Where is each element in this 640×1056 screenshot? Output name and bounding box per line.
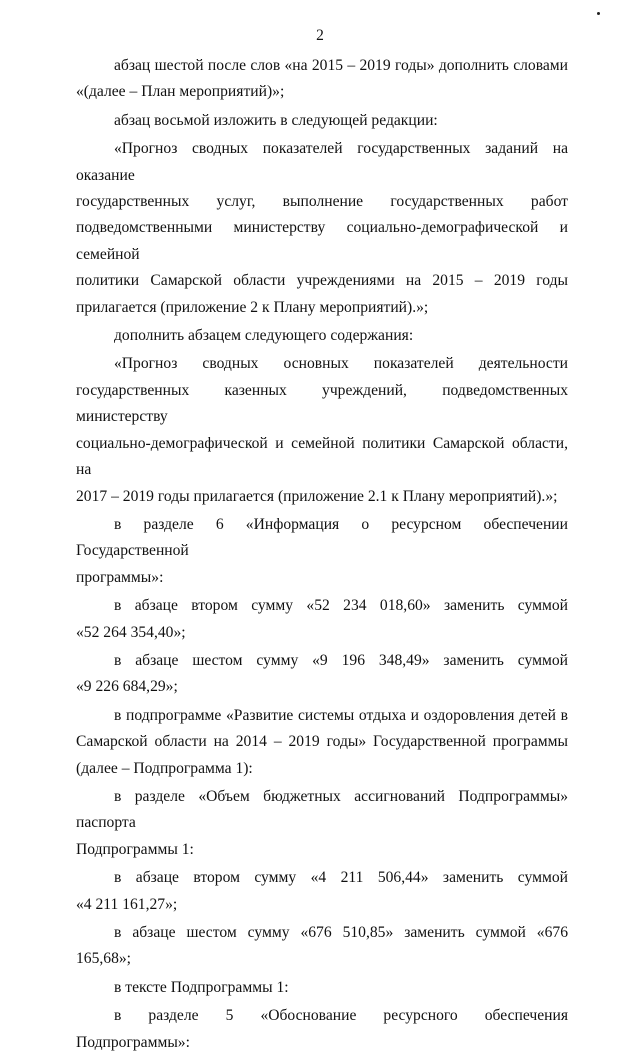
paragraph-line: государственных услуг, выполнение государственных работ: [76, 193, 568, 211]
paragraph-line: в тексте Подпрограммы 1:: [114, 978, 289, 996]
paragraph-line: абзац восьмой изложить в следующей редакции:: [114, 111, 438, 129]
paragraph-line: в абзаце втором сумму «52 234 018,60» заменить суммой: [114, 597, 568, 615]
paragraph-line: абзац шестой после слов «на 2015 – 2019 годы» дополнить словами: [114, 57, 568, 74]
paragraph-line: (далее – Подпрограмма 1):: [76, 759, 253, 777]
paragraph-line: в абзаце втором сумму «4 211 506,44» заменить суммой: [114, 869, 568, 887]
paragraph-line: в абзаце шестом сумму «9 196 348,49» заменить суммой: [114, 651, 568, 669]
paragraph-line: в разделе 5 «Обоснование ресурсного обеспечения Подпрограммы»:: [76, 1007, 568, 1051]
paragraph-line: Подпрограммы 1:: [76, 840, 194, 858]
paragraph-line: «4 211 161,27»;: [76, 895, 178, 913]
paragraph-line: «Прогноз сводных показателей государственных заданий на оказание: [76, 140, 568, 184]
paragraph-line: «Прогноз сводных основных показателей деятельности: [114, 355, 568, 373]
page-number: 2: [316, 27, 324, 44]
paragraph-line: программы»:: [76, 568, 164, 586]
document-body: [76, 53, 568, 1056]
paragraph-line: в разделе 6 «Информация о ресурсном обеспечении Государственной: [76, 515, 568, 560]
paragraph-line: «52 264 354,40»;: [76, 623, 186, 641]
paragraph-line: Самарской области на 2014 – 2019 годы» Государственной программы: [76, 733, 568, 751]
paragraph-line: прилагается (приложение 2 к Плану мероприятий).»;: [76, 298, 429, 316]
paragraph-line: государственных казенных учреждений, подведомственных министерству: [76, 381, 568, 426]
paragraph-line: дополнить абзацем следующего содержания:: [114, 327, 414, 345]
paragraph-line: «(далее – План мероприятий)»;: [76, 83, 285, 101]
paragraph-line: подведомственными министерству социально-демографической и семейной: [76, 219, 568, 263]
paragraph-line: социально-демографической и семейной политики Самарской области, на: [76, 434, 568, 479]
paragraph-line: «9 226 684,29»;: [76, 678, 178, 696]
paragraph-line: политики Самарской области учреждениями на 2015 – 2019 годы: [76, 272, 568, 290]
paragraph-line: в подпрограмме «Развитие системы отдыха и оздоровления детей в: [114, 706, 568, 724]
paragraph-line: в абзаце шестом сумму «676 510,85» заменить суммой «676 165,68»;: [76, 924, 568, 968]
paragraph-line: 2017 – 2019 годы прилагается (приложение 2.1 к Плану мероприятий).»;: [76, 487, 558, 505]
corner-dot-mark: [597, 12, 600, 15]
paragraph-line: в разделе «Объем бюджетных ассигнований Подпрограммы» паспорта: [76, 787, 568, 832]
